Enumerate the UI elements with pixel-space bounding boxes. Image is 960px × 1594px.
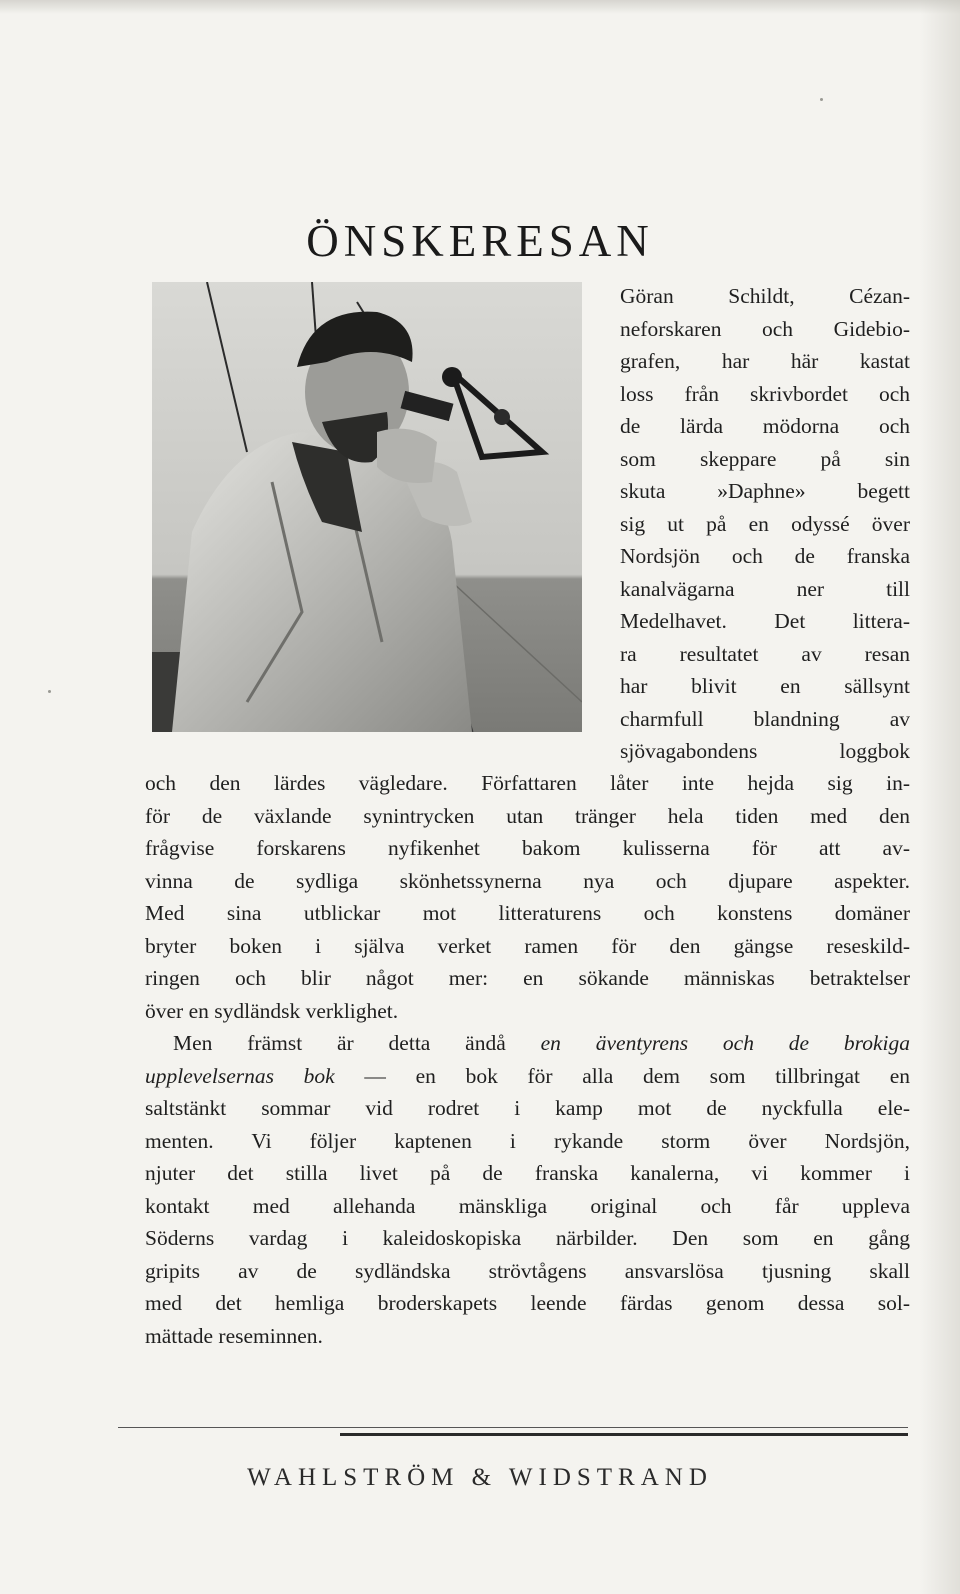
text-line: sjövagabondens loggbok [620, 739, 910, 763]
text-line: de lärda mödorna och [620, 414, 910, 438]
text-line: kontakt med allehanda mänskliga original och får uppleva [145, 1193, 910, 1218]
paragraph-1-continuation [145, 767, 910, 1027]
text-line: har blivit en sällsynt [620, 674, 910, 698]
text-line: kanalvägarna ner till [620, 576, 910, 601]
text-line: frågvise forskarens nyfikenhet bakom kulisserna för att av- [145, 836, 910, 860]
text-line: menten. Vi följer kaptenen i rykande storm över Nordsjön, [145, 1128, 910, 1153]
text-line: och den lärdes vägledare. Författaren låter inte hejda sig in- [145, 771, 910, 795]
text-fragment: — en bok för alla dem som tillbringat en [334, 1063, 910, 1088]
text-line: saltstänkt sommar vid rodret i kamp mot de nyckfulla ele- [145, 1096, 910, 1120]
dust-speck [820, 98, 823, 101]
text-line: charmfull blandning av [620, 706, 910, 731]
text-line: ra resultatet av resan [620, 641, 910, 666]
text-line: ringen och blir något mer: en sökande människas betraktelser [145, 966, 910, 990]
italic-phrase: en äventyrens och de brokiga [540, 1031, 911, 1055]
divider-rule [118, 1427, 908, 1428]
text-line: Medelhavet. Det littera- [620, 609, 910, 633]
text-line: bryter boken i själva verket ramen för den gängse reseskild- [145, 933, 910, 958]
text-line: Göran Schildt, Cézan- [620, 284, 910, 308]
dust-speck [48, 690, 51, 693]
text-line: sig ut på en odyssé över [620, 511, 910, 536]
wrapped-text-column [620, 280, 910, 768]
text-line: med det hemliga broderskapets leende färdas genom dessa sol- [145, 1291, 910, 1315]
page-top-shadow [0, 0, 960, 14]
page-title: ÖNSKERESAN [306, 216, 654, 267]
text-line: neforskaren och Gidebio- [620, 316, 910, 341]
text-line: över en sydländsk verklighet. [145, 998, 399, 1023]
text-line: njuter det stilla livet på de franska kanalerna, vi kommer i [145, 1161, 910, 1185]
text-fragment: Men främst är detta ändå [173, 1031, 541, 1055]
paragraph-2 [145, 1027, 910, 1352]
publisher-imprint: WAHLSTRÖM & WIDSTRAND [247, 1464, 713, 1491]
text-line: grafen, har här kastat [620, 349, 910, 373]
text-line [145, 1027, 910, 1060]
text-line: mättade reseminnen. [145, 1323, 323, 1348]
italic-phrase: upplevelsernas bok [145, 1063, 335, 1088]
text-line: vinna de sydliga skönhetssynerna nya och djupare aspekter. [145, 868, 910, 893]
text-line: loss från skrivbordet och [620, 381, 910, 406]
text-line: för de växlande synintrycken utan tränger hela tiden med den [145, 803, 910, 828]
text-line [145, 1060, 910, 1093]
text-line: gripits av de sydländska strövtågens ansvarslösa tjusning skall [145, 1258, 910, 1283]
text-line: skuta »Daphne» begett [620, 479, 910, 503]
sailor-sextant-photo [152, 282, 582, 732]
text-line: Söderns vardag i kaleidoskopiska närbilder. Den som en gång [145, 1226, 910, 1250]
text-line: Med sina utblickar mot litteraturens och konstens domäner [145, 901, 910, 925]
text-line: Nordsjön och de franska [620, 544, 910, 568]
divider-rule-thick [340, 1433, 908, 1436]
text-line: som skeppare på sin [620, 446, 910, 471]
